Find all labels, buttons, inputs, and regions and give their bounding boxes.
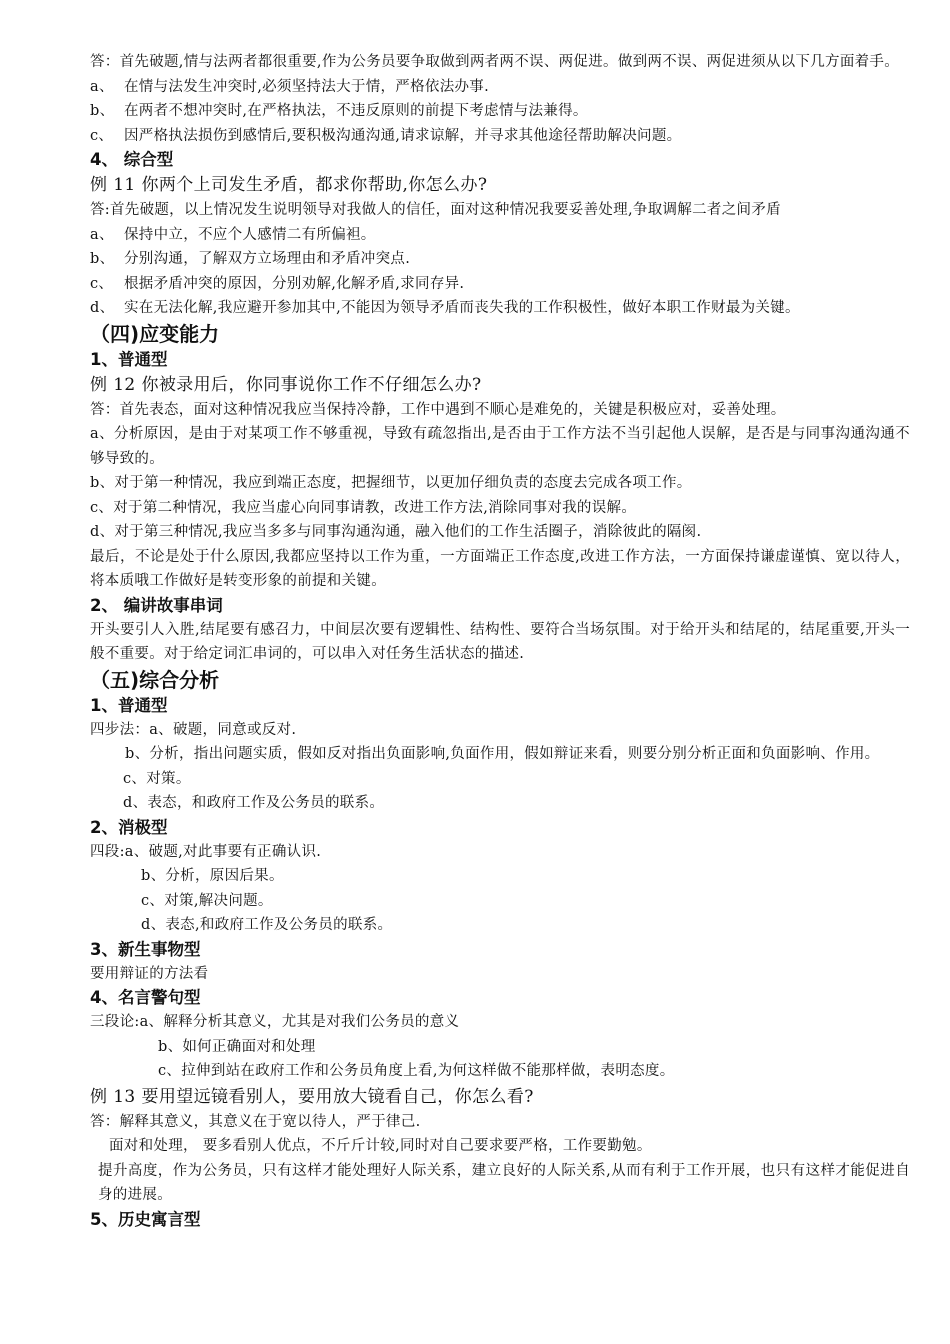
example-question: 例 13 要用望远镜看别人，要用放大镜看自己，你怎么看? xyxy=(90,1086,534,1107)
paragraph: 最后，不论是处于什么原因,我都应坚持以工作为重，一方面端正工作态度,改进工作方法，一方面保持谦虚谨慎、宽以待人，将本质哦工作做好是转变形象的前提和关键。 xyxy=(90,548,910,589)
list-item xyxy=(90,124,910,149)
list-item xyxy=(90,247,910,272)
paragraph: 开头要引人入胜,结尾要有感召力，中间层次要有逻辑性、结构性、要符合当场氛围。对于给开头和结尾的，结尾重要,开头一般不重要。对于给定词汇串词的，可以串入对任务生活状态的描述. xyxy=(90,621,910,662)
list-item-text: 因严格执法损伤到感情后,要积极沟通沟通,请求谅解，并寻求其他途径帮助解决问题。 xyxy=(124,127,682,144)
subsection-heading: 3、新生事物型 xyxy=(90,939,201,959)
list-item-text: 在情与法发生冲突时,必须坚持法大于情，严格依法办事. xyxy=(124,78,490,95)
paragraph: d、对于第三种情况,我应当多多与同事沟通沟通，融入他们的工作生活圈子，消除彼此的隔阂. xyxy=(90,524,702,540)
paragraph: c、对策。 xyxy=(123,770,191,787)
list-item xyxy=(90,296,910,321)
example-question: 例 12 你被录用后，你同事说你工作不仔细怎么办? xyxy=(90,374,482,395)
list-item-text: 实在无法化解,我应避开参加其中,不能因为领导矛盾而丧失我的工作积极性，做好本职工作财最为关键。 xyxy=(124,300,800,316)
list-marker: c、 xyxy=(90,127,114,144)
list-item xyxy=(90,272,910,297)
paragraph: 面对和处理， 要多看别人优点，不斤斤计较,同时对自己要求要严格，工作要勤勉。 xyxy=(109,1138,652,1154)
paragraph: 答:首先破题，以上情况发生说明领导对我做人的信任，面对这种情况我要妥善处理,争取调解二者之间矛盾 xyxy=(90,202,781,218)
example-question: 例 11 你两个上司发生矛盾，都求你帮助,你怎么办? xyxy=(90,175,488,195)
list-item xyxy=(90,75,910,100)
paragraph: a、分析原因，是由于对某项工作不够重视，导致有疏忽指出,是否由于工作方法不当引起他人误解，是否是与同事沟通沟通不够导致的。 xyxy=(90,426,910,467)
document-body xyxy=(90,50,910,1232)
list-marker: c、 xyxy=(90,275,114,292)
paragraph: 答：首先表态，面对这种情况我应当保持冷静，工作中遇到不顺心是难免的，关键是积极应对，妥善处理。 xyxy=(90,401,786,418)
paragraph: b、如何正确面对和处理 xyxy=(158,1038,316,1055)
subsection-heading: 2、消极型 xyxy=(90,817,168,837)
paragraph: b、对于第一种情况，我应到端正态度，把握细节，以更加仔细负责的态度去完成各项工作。 xyxy=(90,475,692,491)
list-item-text: 分别沟通，了解双方立场理由和矛盾冲突点. xyxy=(124,251,411,267)
list-marker: b、 xyxy=(90,251,115,267)
list-item-text: 根据矛盾冲突的原因，分别劝解,化解矛盾,求同存异. xyxy=(124,275,465,292)
paragraph: c、对于第二种情况，我应当虚心向同事请教，改进工作方法,消除同事对我的误解。 xyxy=(90,499,637,516)
paragraph: 答：首先破题,情与法两者都很重要,作为公务员要争取做到两者两不误、两促进。做到两不误、两促进须从以下几方面着手。 xyxy=(90,54,900,70)
list-marker: b、 xyxy=(90,103,115,119)
paragraph: c、拉伸到站在政府工作和公务员角度上看,为何这样做不能那样做，表明态度。 xyxy=(158,1063,675,1079)
subsection-heading: 2、 编讲故事串词 xyxy=(90,595,223,615)
paragraph: b、分析，指出问题实质，假如反对指出负面影响,负面作用，假如辩证来看，则要分别分析正面和负面影响、作用。 xyxy=(125,746,880,762)
paragraph: 提升高度，作为公务员，只有这样才能处理好人际关系，建立良好的人际关系,从而有利于工作开展，也只有这样才能促进自身的进展。 xyxy=(98,1162,910,1203)
list-marker: d、 xyxy=(90,300,115,316)
list-item xyxy=(90,99,910,124)
paragraph: d、表态,和政府工作及公务员的联系。 xyxy=(141,917,393,933)
subsection-heading: 1、普通型 xyxy=(90,349,168,369)
list-item-text: 在两者不想冲突时,在严格执法，不违反原则的前提下考虑情与法兼得。 xyxy=(124,103,588,119)
list-item-text: 保持中立，不应个人感情二有所偏袒。 xyxy=(124,226,376,243)
section-heading: （五)综合分析 xyxy=(90,667,220,692)
section-heading: （四)应变能力 xyxy=(90,321,220,346)
paragraph: 三段论:a、解释分析其意义，尤其是对我们公务员的意义 xyxy=(90,1014,460,1030)
subsection-heading: 1、普通型 xyxy=(90,695,168,715)
list-marker: a、 xyxy=(90,78,114,95)
paragraph: 四段:a、破题,对此事要有正确认识. xyxy=(90,843,322,860)
paragraph: d、表态，和政府工作及公务员的联系。 xyxy=(123,795,385,811)
subsection-heading: 4、名言警句型 xyxy=(90,988,201,1007)
list-marker: a、 xyxy=(90,226,114,243)
paragraph: 答：解释其意义，其意义在于宽以待人，严于律己. xyxy=(90,1113,421,1130)
paragraph: b、分析，原因后果。 xyxy=(141,868,284,884)
subsection-heading: 4、 综合型 xyxy=(90,150,174,169)
paragraph: c、对策,解决问题。 xyxy=(141,892,273,909)
paragraph: 要用辩证的方法看 xyxy=(90,965,209,982)
subsection-heading: 5、历史寓言型 xyxy=(90,1209,201,1229)
paragraph: 四步法：a、破题，同意或反对. xyxy=(90,721,297,738)
list-item xyxy=(90,223,910,248)
